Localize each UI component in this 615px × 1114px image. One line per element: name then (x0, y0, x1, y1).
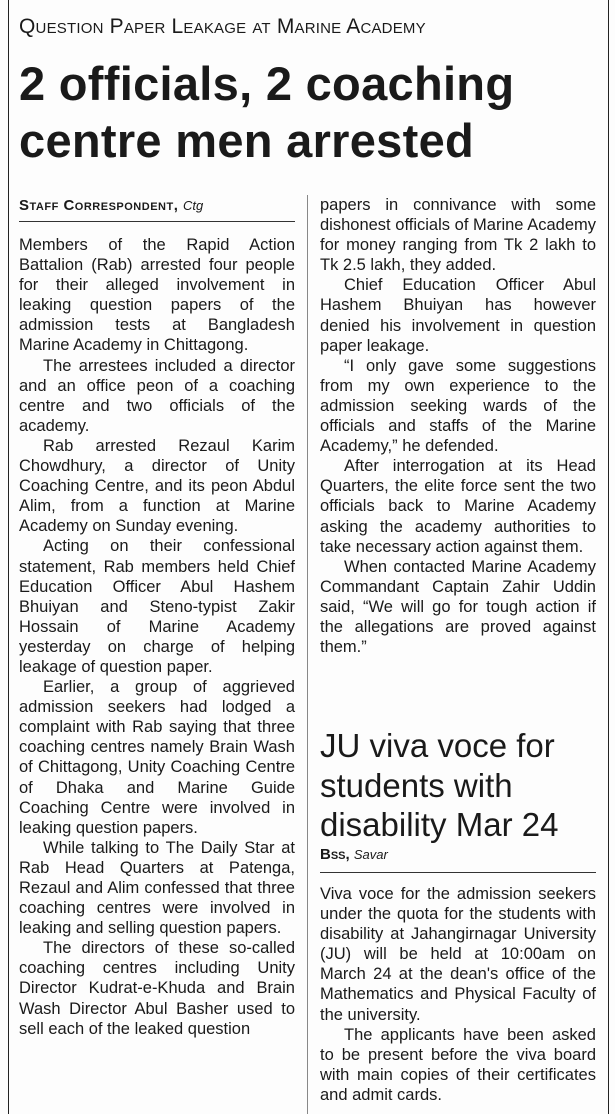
frame-left-edge (8, 0, 9, 1114)
sidebar-paragraph: Viva voce for the admission seekers under the quota for the students with disability at Jahangirnagar University (JU) will be held at 10:00am on March 24 at the dean's office of the Mathematics and Physical Faculty of the university. (320, 885, 596, 1024)
column-divider (307, 195, 308, 1114)
article-paragraph: Rab arrested Rezaul Karim Chowdhury, a director of Unity Coaching Centre, and its peon Abdul Alim, from a function at Marine Academy on Sunday evening. (19, 436, 295, 536)
sidebar-paragraph: The applicants have been asked to be present before the viva board with main copies of their certificates and admit cards. (320, 1025, 596, 1104)
byline-name: Staff Correspondent, (19, 197, 179, 214)
article-paragraph: While talking to The Daily Star at Rab Head Quarters at Patenga, Rezaul and Alim confessed that three coaching centres were involved in leaking and selling question papers. (19, 838, 295, 938)
article-paragraph: Members of the Rapid Action Battalion (Rab) arrested four people for their alleged involvement in leaking question papers of the admission tests at Bangladesh Marine Academy in Chittagong. (19, 236, 295, 355)
byline-location: Ctg (183, 198, 204, 213)
article-paragraph: papers in connivance with some dishonest officials of Marine Academy for money ranging from Tk 2 lakh to Tk 2.5 lakh, they added. (320, 196, 596, 275)
main-headline: 2 officials, 2 coaching centre men arrested (19, 57, 515, 167)
sidebar-byline-rule (320, 872, 596, 873)
kicker (19, 15, 609, 39)
article-paragraph: Acting on their confessional statement, Rab members held Chief Education Officer Abul Hashem Bhuiyan and Steno-typist Zakir Hossain of Marine Academy yesterday on charge of helping leakage of question paper. (19, 537, 295, 676)
article-paragraph: “I only gave some suggestions from my own experience to the admission seeking wards of the officials and staffs of the Marine Academy,” he defended. (320, 356, 596, 456)
sidebar-byline-location: Savar (353, 847, 388, 862)
article-paragraph: After interrogation at its Head Quarters, the elite force sent the two officials back to Marine Academy asking the academy authorities to take necessary action against them. (320, 457, 596, 556)
kicker-text: Question Paper Leakage at Marine Academy (19, 15, 426, 38)
sidebar-column (320, 884, 596, 1105)
byline-rule (19, 221, 295, 222)
article-paragraph: The arrestees included a director and an office peon of a coaching centre and two officials of the academy. (19, 356, 295, 435)
article-paragraph: When contacted Marine Academy Commandant Captain Zahir Uddin said, “We will go for tough action if the allegations are proved against them.” (320, 557, 596, 657)
article-column-1 (19, 235, 295, 1039)
article-paragraph: Earlier, a group of aggrieved admission seekers had lodged a complaint with Rab saying that three coaching centres namely Brain Wash of Chittagong, Unity Coaching Centre of Dhaka and Marine Guide Coaching Centre were involved in leaking question papers. (19, 678, 295, 837)
byline (19, 197, 203, 214)
sidebar-headline: JU viva voce for students with disability Mar 24 (320, 727, 559, 843)
article-paragraph: The directors of these so-called coaching centres including Unity Director Kudrat-e-Khuda and Brain Wash Director Abul Basher used to sell each of the leaked question (19, 939, 295, 1038)
article-paragraph: Chief Education Officer Abul Hashem Bhuiyan has however denied his involvement in question paper leakage. (320, 276, 596, 355)
article-column-2 (320, 195, 596, 657)
sidebar-byline-name: Bss, (320, 846, 350, 863)
sidebar-byline (320, 846, 388, 863)
